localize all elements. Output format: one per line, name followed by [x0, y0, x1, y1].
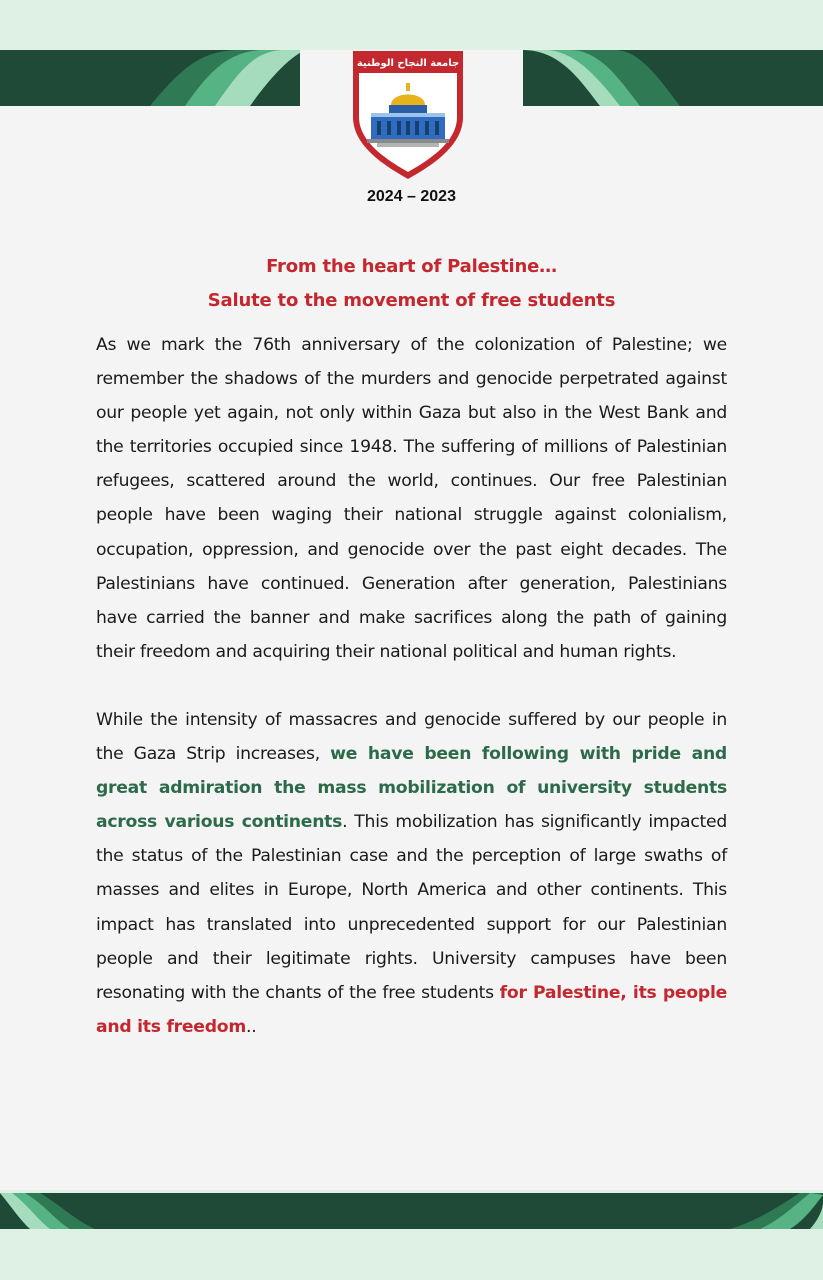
- paragraph-2-part-2: . This mobilization has significantly impacted the status of the Palestinian case and the perception of large swaths of masses and elites in Europe, North America and other continents. This impact has translated into unprecedented support for our Palestinian people and their legitimate rights. University campuses have been resonating with the chants of the free students: [96, 812, 727, 1003]
- heading-line-1: From the heart of Palestine…: [266, 256, 557, 277]
- svg-text:جامعة النجاح الوطنية: جامعة النجاح الوطنية: [356, 58, 460, 69]
- academic-year: 2024 – 2023: [367, 188, 456, 205]
- paragraph-2: [96, 703, 727, 1044]
- paragraph-1: As we mark the 76th anniversary of the colonization of Palestine; we remember the shadows of the murders and genocide perpetrated against our people yet again, not only within Gaza but also in the West Bank and the territories occupied since 1948. The suffering of millions of Palestinian refugees, scattered around the world, continues. Our free Palestinian people have been waging their national struggle against colonialism, occupation, oppression, and genocide over the past eight decades. The Palestinians have continued. Generation after generation, Palestinians have carried the banner and make sacrifices along the path of gaining their freedom and acquiring their national political and human rights.: [96, 335, 727, 662]
- heading-line-2: Salute to the movement of free students: [207, 290, 616, 311]
- letter-body: [96, 328, 727, 1044]
- university-crest-logo: [349, 47, 467, 181]
- bottom-decorative-band: [0, 1190, 823, 1280]
- page-heading: [0, 250, 823, 318]
- highlight-green-text: we have been following with pride and great admiration the mass mobilization of university students across various continents: [96, 744, 727, 833]
- paragraph-2-part-1: While the intensity of massacres and genocide suffered by our people in the Gaza Strip increases,: [96, 709, 727, 765]
- paragraph-2-part-3: ..: [245, 1016, 257, 1037]
- highlight-red-text: for Palestine, its people and its freedom: [96, 982, 727, 1037]
